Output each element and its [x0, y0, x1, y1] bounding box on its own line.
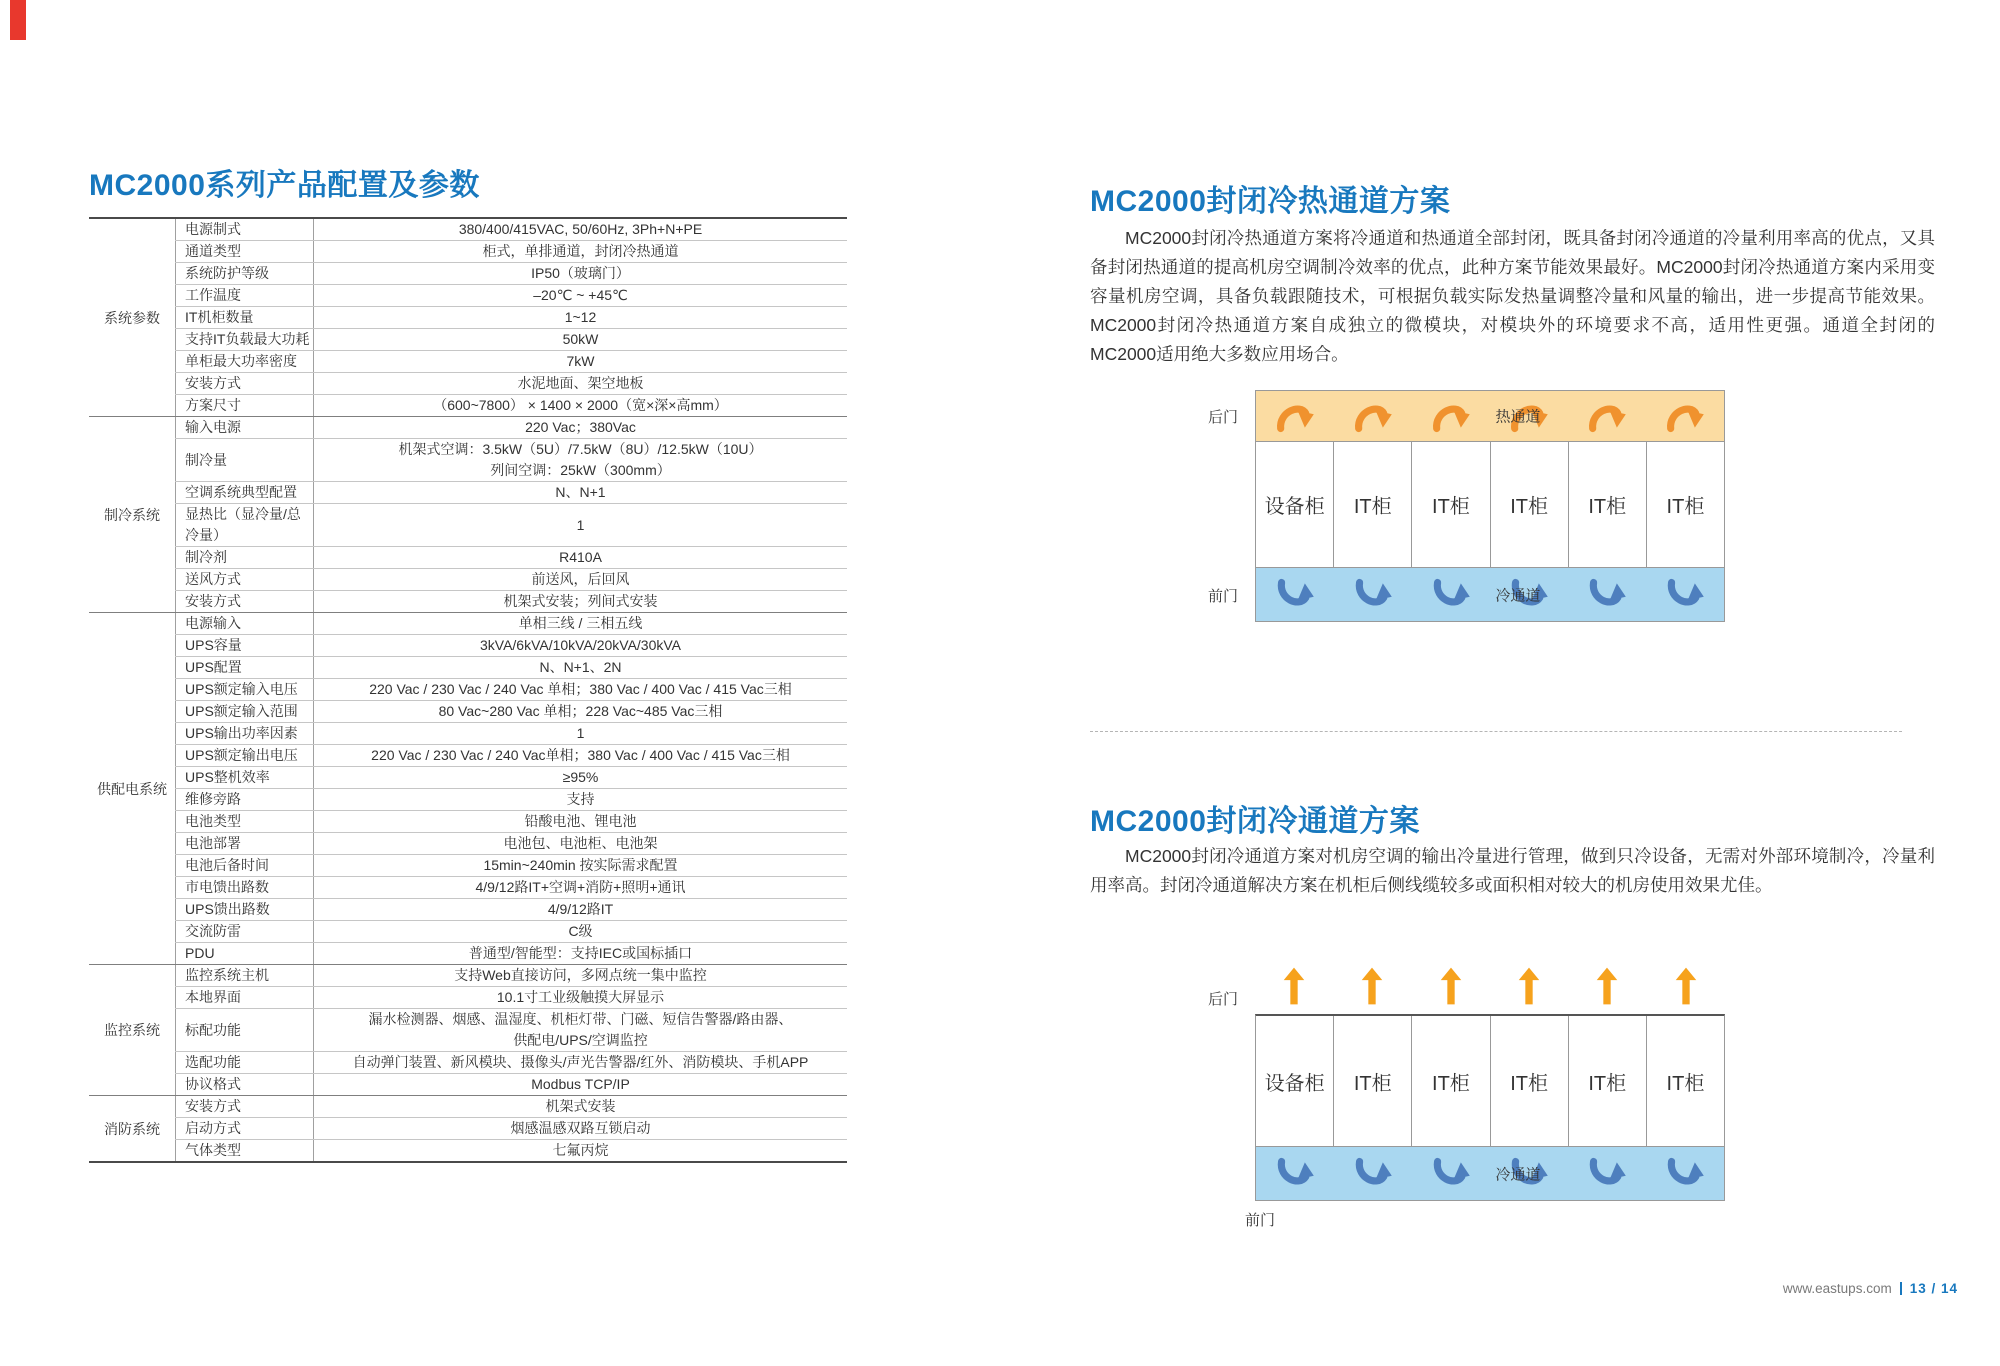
cold-aisle-label: 冷通道 — [1495, 587, 1541, 604]
exhaust-up-arrow-icon — [1596, 962, 1618, 1010]
cold-flow-arrow-icon — [1351, 1157, 1395, 1191]
cold-flow-arrow-icon — [1429, 578, 1473, 612]
spec-table-row — [89, 1096, 847, 1118]
spec-param-label: UPS容量 — [176, 635, 314, 657]
spec-param-value: 普通型/智能型：支持IEC或国标插口 — [314, 943, 848, 965]
hot-cold-aisle-paragraph: MC2000封闭冷热通道方案将冷通道和热通道全部封闭，既具备封闭冷通道的冷量利用率高的优点，又具备封闭热通道的提高机房空调制冷效率的优点，此种方案节能效果最好。MC2000封闭冷热通道方案内采用变容量机房空调，具备负载跟随技术，可根据负载实际发热量调整冷量和风量的输出，进一步提高节能效果。MC2000封闭冷热通道方案自成独立的微模块，对模块外的环境要求不高，适用性更强。通道全封闭的MC2000适用绝大多数应用场合。 — [1090, 228, 1935, 364]
spec-table-row — [89, 679, 847, 701]
hot-aisle-band — [1256, 391, 1724, 442]
spec-param-value: –20℃ ~ +45℃ — [314, 285, 848, 307]
spec-param-value: ≥95% — [314, 767, 848, 789]
spec-table-row — [89, 591, 847, 613]
cold-flow-arrow-icon — [1663, 1157, 1707, 1191]
cabinet-cell: IT柜 — [1333, 442, 1411, 567]
page-footer — [1783, 1281, 1958, 1296]
cabinet-cell: IT柜 — [1568, 1016, 1646, 1146]
spec-param-label: UPS整机效率 — [176, 767, 314, 789]
spec-table-row — [89, 547, 847, 569]
spec-param-value: 1 — [314, 504, 848, 547]
spec-table-row — [89, 855, 847, 877]
spec-param-label: 交流防雷 — [176, 921, 314, 943]
spec-param-label: 电池后备时间 — [176, 855, 314, 877]
hot-aisle-label: 热通道 — [1495, 408, 1541, 426]
spec-table-row — [89, 218, 847, 241]
hot-flow-arrow-icon — [1351, 399, 1395, 433]
spec-table-row — [89, 657, 847, 679]
spec-param-label: 标配功能 — [176, 1009, 314, 1052]
spec-param-value: 水泥地面、架空地板 — [314, 373, 848, 395]
cold-aisle-band — [1256, 1146, 1724, 1200]
cabinet-cell: IT柜 — [1646, 442, 1724, 567]
rear-door-label: 后门 — [1208, 409, 1239, 426]
footer-page-number: 13 / 14 — [1909, 1281, 1958, 1296]
cold-aisle-diagram — [1208, 958, 1725, 1229]
spec-param-label: 市电馈出路数 — [176, 877, 314, 899]
spec-param-label: UPS额定输入范围 — [176, 701, 314, 723]
spec-param-label: 安装方式 — [176, 373, 314, 395]
cold-aisle-paragraph: MC2000封闭冷通道方案对机房空调的输出冷量进行管理，做到只冷设备，无需对外部环境制冷，冷量利用率高。封闭冷通道解决方案在机柜后侧线缆较多或面积相对较大的机房使用效果尤佳。 — [1090, 846, 1935, 895]
spec-param-label: 送风方式 — [176, 569, 314, 591]
cabinet-cell: 设备柜 — [1264, 1072, 1325, 1095]
spec-param-value: 4/9/12路IT+空调+消防+照明+通讯 — [314, 877, 848, 899]
spec-table-row — [89, 1140, 847, 1163]
spec-param-value: 1 — [314, 723, 848, 745]
spec-table-row — [89, 482, 847, 504]
cold-flow-arrow-icon — [1273, 578, 1317, 612]
spec-param-value: 单相三线 / 三相五线 — [314, 613, 848, 635]
spec-param-value: 50kW — [314, 329, 848, 351]
spec-param-label: 维修旁路 — [176, 789, 314, 811]
spec-param-label: UPS配置 — [176, 657, 314, 679]
spec-param-label: 电源输入 — [176, 613, 314, 635]
spec-param-label: 制冷量 — [176, 439, 314, 482]
spec-param-value: 15min~240min 按实际需求配置 — [314, 855, 848, 877]
spec-param-value: 电池包、电池柜、电池架 — [314, 833, 848, 855]
spec-table-row — [89, 723, 847, 745]
spec-param-value: N、N+1、2N — [314, 657, 848, 679]
spec-param-value: 前送风，后回风 — [314, 569, 848, 591]
spec-param-label: 气体类型 — [176, 1140, 314, 1163]
cabinet-cell: IT柜 — [1333, 1016, 1411, 1146]
spec-table-row — [89, 635, 847, 657]
spec-table-row — [89, 307, 847, 329]
spec-param-value: 80 Vac~280 Vac 单相；228 Vac~485 Vac三相 — [314, 701, 848, 723]
spec-param-label: PDU — [176, 943, 314, 965]
spec-param-value: 220 Vac / 230 Vac / 240 Vac 单相；380 Vac / 400 Vac / 415 Vac三相 — [314, 679, 848, 701]
spec-param-value: 自动弹门装置、新风模块、摄像头/声光告警器/红外、消防模块、手机APP — [314, 1052, 848, 1074]
spec-param-value: 10.1寸工业级触摸大屏显示 — [314, 987, 848, 1009]
spec-table-row — [89, 899, 847, 921]
spec-table-row — [89, 1074, 847, 1096]
rear-door-label: 后门 — [1208, 991, 1239, 1008]
spec-table-row — [89, 417, 847, 439]
spec-param-label: 工作温度 — [176, 285, 314, 307]
cold-aisle-label: 冷通道 — [1495, 1166, 1541, 1183]
spec-table-row — [89, 833, 847, 855]
spec-param-value: R410A — [314, 547, 848, 569]
spec-param-value: 7kW — [314, 351, 848, 373]
cabinet-row — [1256, 442, 1724, 567]
cold-flow-arrow-icon — [1663, 578, 1707, 612]
spec-param-value: 铅酸电池、锂电池 — [314, 811, 848, 833]
cabinet-row — [1256, 1016, 1724, 1146]
spec-table-row — [89, 767, 847, 789]
spec-param-label: 输入电源 — [176, 417, 314, 439]
spec-param-value: 4/9/12路IT — [314, 899, 848, 921]
cabinet-cell: IT柜 — [1411, 1016, 1489, 1146]
spec-table — [89, 217, 847, 1163]
spec-param-label: 监控系统主机 — [176, 965, 314, 987]
hot-flow-arrow-icon — [1273, 399, 1317, 433]
cabinet-cell: 设备柜 — [1264, 496, 1325, 518]
spec-param-value: 机架式安装 — [314, 1096, 848, 1118]
spec-param-label: UPS额定输出电压 — [176, 745, 314, 767]
spec-param-value: 220 Vac / 230 Vac / 240 Vac单相；380 Vac / 400 Vac / 415 Vac三相 — [314, 745, 848, 767]
spec-table-body — [89, 218, 847, 1162]
cold-flow-arrow-icon — [1585, 1157, 1629, 1191]
exhaust-up-arrow-icon — [1675, 962, 1697, 1010]
spec-table-row — [89, 241, 847, 263]
spec-param-label: 制冷剂 — [176, 547, 314, 569]
spec-param-value: 1~12 — [314, 307, 848, 329]
exhaust-up-arrow-icon — [1518, 962, 1540, 1010]
spec-table-row — [89, 811, 847, 833]
spec-group-label: 制冷系统 — [89, 417, 176, 613]
spec-param-value: Modbus TCP/IP — [314, 1074, 848, 1096]
spec-param-label: 本地界面 — [176, 987, 314, 1009]
cabinet-cell: IT柜 — [1411, 442, 1489, 567]
front-door-label: 前门 — [1208, 588, 1239, 605]
section-divider — [1090, 731, 1902, 732]
spec-param-value: C级 — [314, 921, 848, 943]
spec-table-row — [89, 789, 847, 811]
spec-table-row — [89, 439, 847, 482]
front-door-label: 前门 — [1245, 1212, 1276, 1229]
spec-param-label: 选配功能 — [176, 1052, 314, 1074]
hot-cold-aisle-diagram — [1208, 390, 1725, 622]
spec-table-row — [89, 569, 847, 591]
spec-param-value: 机架式空调：3.5kW（5U）/7.5kW（8U）/12.5kW（10U） 列间空调：25kW（300mm） — [314, 439, 848, 482]
cold-flow-arrow-icon — [1273, 1157, 1317, 1191]
spec-param-value: 支持Web直接访问，多网点统一集中监控 — [314, 965, 848, 987]
exhaust-arrow-row — [1255, 958, 1725, 1010]
cold-aisle-band — [1256, 567, 1724, 621]
spec-table-row — [89, 987, 847, 1009]
spec-table-row — [89, 701, 847, 723]
page-corner-mark — [10, 0, 26, 40]
spec-group-label: 监控系统 — [89, 965, 176, 1096]
spec-param-label: 系统防护等级 — [176, 263, 314, 285]
cabinet-cell: IT柜 — [1490, 442, 1568, 567]
spec-param-label: 支持IT负载最大功耗 — [176, 329, 314, 351]
spec-table-row — [89, 351, 847, 373]
spec-param-label: 协议格式 — [176, 1074, 314, 1096]
spec-table-row — [89, 504, 847, 547]
spec-table-row — [89, 965, 847, 987]
footer-divider — [1900, 1282, 1902, 1295]
spec-param-label: 通道类型 — [176, 241, 314, 263]
spec-param-label: 显热比（显冷量/总冷量） — [176, 504, 314, 547]
spec-param-label: 电池类型 — [176, 811, 314, 833]
spec-param-label: UPS额定输入电压 — [176, 679, 314, 701]
spec-table-row — [89, 1052, 847, 1074]
spec-table-row — [89, 1009, 847, 1052]
exhaust-up-arrow-icon — [1440, 962, 1462, 1010]
spec-table-title: MC2000系列产品配置及参数 — [89, 169, 480, 202]
spec-table-row — [89, 263, 847, 285]
spec-param-value: 220 Vac；380Vac — [314, 417, 848, 439]
cold-flow-arrow-icon — [1585, 578, 1629, 612]
hot-flow-arrow-icon — [1663, 399, 1707, 433]
footer-website-link[interactable]: www.eastups.com — [1782, 1281, 1892, 1296]
spec-table-row — [89, 1118, 847, 1140]
spec-param-value: 柜式，单排通道，封闭冷热通道 — [314, 241, 848, 263]
hot-flow-arrow-icon — [1585, 399, 1629, 433]
spec-param-value: 七氟丙烷 — [314, 1140, 848, 1163]
spec-param-value: N、N+1 — [314, 482, 848, 504]
spec-group-label: 消防系统 — [89, 1096, 176, 1163]
spec-param-label: 安装方式 — [176, 1096, 314, 1118]
spec-table-row — [89, 877, 847, 899]
spec-param-label: UPS输出功率因素 — [176, 723, 314, 745]
hot-cold-aisle-title: MC2000封闭冷热通道方案 — [1090, 185, 1451, 218]
cabinet-cell: IT柜 — [1490, 1016, 1568, 1146]
hot-flow-arrow-icon — [1429, 399, 1473, 433]
exhaust-up-arrow-icon — [1283, 962, 1305, 1010]
cold-flow-arrow-icon — [1351, 578, 1395, 612]
spec-table-row — [89, 943, 847, 965]
spec-param-label: 电源制式 — [176, 218, 314, 241]
spec-table-row — [89, 395, 847, 417]
exhaust-up-arrow-icon — [1361, 962, 1383, 1010]
spec-param-value: 机架式安装；列间式安装 — [314, 591, 848, 613]
spec-param-label: 启动方式 — [176, 1118, 314, 1140]
spec-table-row — [89, 745, 847, 767]
cabinet-cell: IT柜 — [1646, 1016, 1724, 1146]
spec-param-label: 方案尺寸 — [176, 395, 314, 417]
spec-table-row — [89, 373, 847, 395]
spec-param-value: （600~7800） × 1400 × 2000（宽×深×高mm） — [314, 395, 848, 417]
spec-group-label: 系统参数 — [89, 218, 176, 417]
spec-table-row — [89, 921, 847, 943]
cold-aisle-title: MC2000封闭冷通道方案 — [1090, 805, 1420, 838]
spec-param-value: 380/400/415VAC, 50/60Hz, 3Ph+N+PE — [314, 218, 848, 241]
spec-param-label: IT机柜数量 — [176, 307, 314, 329]
spec-param-value: 漏水检测器、烟感、温湿度、机柜灯带、门磁、短信告警器/路由器、 供配电/UPS/空调监控 — [314, 1009, 848, 1052]
spec-param-label: UPS馈出路数 — [176, 899, 314, 921]
spec-param-label: 单柜最大功率密度 — [176, 351, 314, 373]
cold-flow-arrow-icon — [1429, 1157, 1473, 1191]
cabinet-cell: IT柜 — [1568, 442, 1646, 567]
spec-param-label: 安装方式 — [176, 591, 314, 613]
spec-table-row — [89, 613, 847, 635]
spec-param-label: 电池部署 — [176, 833, 314, 855]
spec-group-label: 供配电系统 — [89, 613, 176, 965]
spec-param-value: 支持 — [314, 789, 848, 811]
spec-param-value: 烟感温感双路互锁启动 — [314, 1118, 848, 1140]
spec-param-value: IP50（玻璃门） — [314, 263, 848, 285]
spec-table-row — [89, 329, 847, 351]
spec-table-row — [89, 285, 847, 307]
spec-param-label: 空调系统典型配置 — [176, 482, 314, 504]
spec-param-value: 3kVA/6kVA/10kVA/20kVA/30kVA — [314, 635, 848, 657]
